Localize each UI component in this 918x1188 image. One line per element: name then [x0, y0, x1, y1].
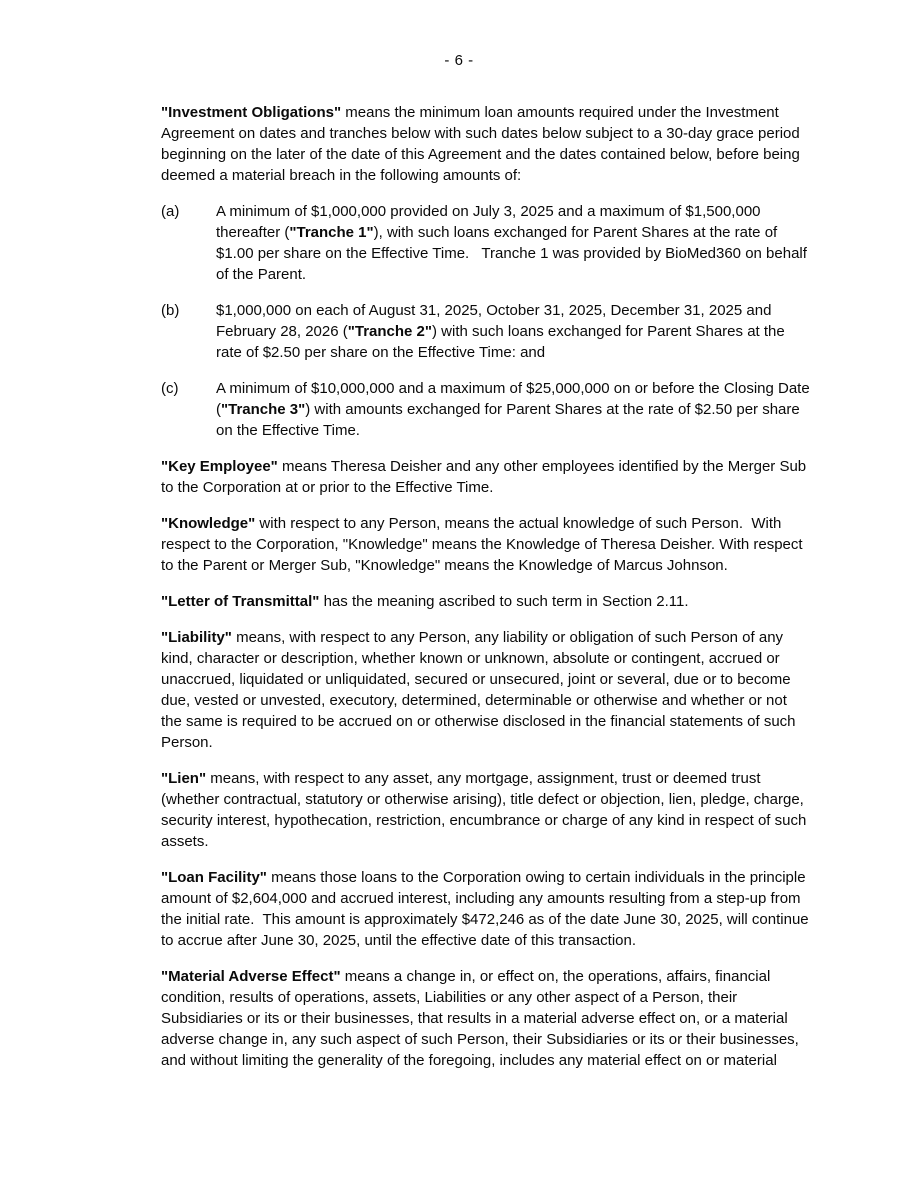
definition-material-adverse-effect — [161, 966, 811, 1071]
definition-text: A minimum of $1,000,000 provided on July 3, 2025 and a maximum of $1,500,000 thereafter ( — [216, 203, 765, 241]
definition-text: ), with such loans exchanged for Parent Shares at the rate of $1.00 per share on the Effective Time. Tranche 1 was provided by BioMed360 on behalf of the Parent. — [216, 224, 812, 283]
definition-text: with respect to any Person, means the actual knowledge of such Person. With respect to the Corporation, "Knowledge" means the Knowledge of Theresa Deisher. With respect to the Parent or Merger Sub, "Knowledge" means the Knowledge of Marcus Johnson. — [161, 515, 807, 574]
definition-knowledge — [161, 513, 811, 576]
definition-key-employee — [161, 456, 811, 498]
definition-term: "Material Adverse Effect" — [161, 968, 341, 985]
definition-liability — [161, 627, 811, 753]
list-item-label: (c) — [161, 380, 179, 397]
definition-text: ) with such loans exchanged for Parent Shares at the rate of $2.50 per share on the Effective Time: and — [216, 323, 789, 361]
list-item-label: (b) — [161, 302, 180, 319]
definition-term: "Tranche 3" — [221, 401, 306, 418]
definition-letter-of-transmittal — [161, 591, 811, 612]
definition-text: means, with respect to any asset, any mortgage, assignment, trust or deemed trust (whether contractual, statutory or otherwise arising), title defect or objection, lien, pledge, charge, security interest, hypothecation, restriction, encumbrance or charge of any kind in respect of such assets. — [161, 770, 811, 850]
definition-text: ) with amounts exchanged for Parent Shares at the rate of $2.50 per share on the Effective Time. — [216, 401, 804, 439]
definition-text: means a change in, or effect on, the operations, affairs, financial condition, results of operations, assets, Liabilities or any other aspect of a Person, their Subsidiaries or its or their businesses, that results in a material adverse effect on, or a material adverse change in, any such aspect of such Person, their Subsidiaries or its or their businesses, and without limiting the generality of the foregoing, includes any material effect on or material — [161, 968, 804, 1069]
definition-term: "Loan Facility" — [161, 869, 267, 886]
definition-term: "Key Employee" — [161, 458, 278, 475]
list-item-c — [161, 378, 814, 441]
definition-text: has the meaning ascribed to such term in Section 2.11. — [319, 593, 689, 610]
definition-term: "Knowledge" — [161, 515, 256, 532]
definition-term: "Investment Obligations" — [161, 104, 342, 121]
definition-lien — [161, 768, 811, 852]
list-item-text — [216, 378, 814, 441]
document-body — [161, 102, 814, 1071]
definition-text: means Theresa Deisher and any other employees identified by the Merger Sub to the Corporation at or prior to the Effective Time. — [161, 458, 811, 496]
list-item-text — [216, 300, 811, 363]
definition-text: $1,000,000 on each of August 31, 2025, October 31, 2025, December 31, 2025 and February 28, 2026 ( — [216, 302, 776, 340]
definition-term: "Lien" — [161, 770, 207, 787]
definition-text: A minimum of $10,000,000 and a maximum of $25,000,000 on or before the Closing Date ( — [216, 380, 814, 418]
definition-text: means those loans to the Corporation owing to certain individuals in the principle amount of $2,604,000 and accrued interest, including any amounts resulting from a step-up from the initial rate. This amount is approximately $472,246 as of the date June 30, 2025, will continue to accrue after June 30, 2025, until the effective date of this transaction. — [161, 869, 813, 949]
definition-term: "Tranche 1" — [289, 224, 374, 241]
definition-term: "Liability" — [161, 629, 232, 646]
definition-text: means the minimum loan amounts required under the Investment Agreement on dates and tranches below with such dates below subject to a 30-day grace period beginning on the later of the date of this Agreement and the dates contained below, before being deemed a material breach in the following amounts of: — [161, 104, 804, 184]
list-item-label: (a) — [161, 203, 180, 220]
list-item-b — [161, 300, 811, 363]
definition-text: means, with respect to any Person, any liability or obligation of such Person of any kind, character or description, whether known or unknown, absolute or contingent, accrued or unaccrued, liquidated or unliquidated, secured or unsecured, joint or several, due or to become due, vested or unvested, executory, determined, determinable or otherwise and whether or not the same is required to be accrued on or otherwise disclosed in the financial statements of such Person. — [161, 629, 800, 751]
list-item-text — [216, 201, 811, 285]
list-item-a — [161, 201, 811, 285]
definition-investment-obligations — [161, 102, 811, 186]
definition-term: "Letter of Transmittal" — [161, 593, 320, 610]
page-number: - 6 - — [444, 52, 474, 69]
definition-loan-facility — [161, 867, 811, 951]
definition-term: "Tranche 2" — [347, 323, 433, 340]
